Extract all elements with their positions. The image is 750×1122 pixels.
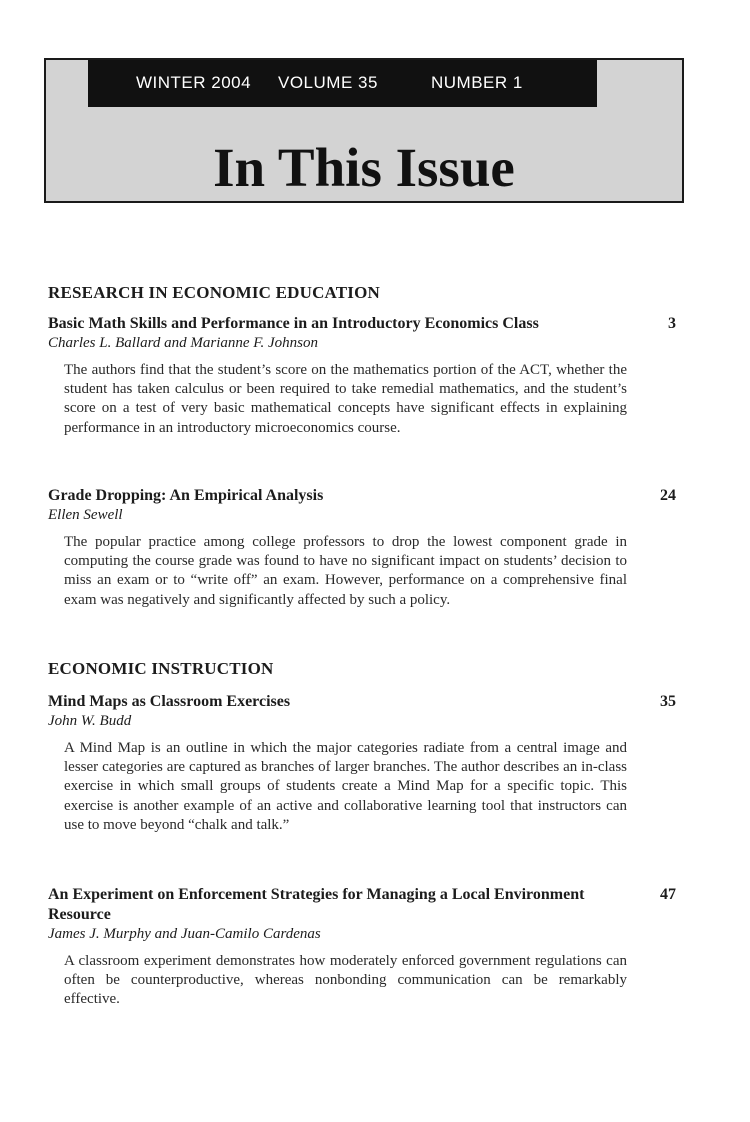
issue-number: NUMBER 1 (431, 73, 523, 92)
issue-info-bar (88, 60, 597, 107)
issue-header (44, 58, 684, 203)
article-page-number: 35 (660, 693, 676, 710)
article-basic-math-skills (48, 314, 688, 438)
article-enforcement-strategies (48, 885, 688, 1010)
article-abstract: A classroom experiment demonstrates how moderately enforced government regulations can often be counterproductive, whereas nonbonding communication can be remarkably effective. (64, 953, 627, 1008)
article-authors: Ellen Sewell (48, 507, 123, 523)
article-page-number: 3 (668, 315, 676, 332)
article-abstract: The popular practice among college professors to drop the lowest component grade in computing the course grade was found to have no significant impact on students’ decision to miss an exam or to “write off” an exam. However, performance on a comprehensive final exam was negatively and significantly affected by such a policy. (64, 534, 627, 608)
article-authors: John W. Budd (48, 713, 132, 729)
section-heading-research: RESEARCH IN ECONOMIC EDUCATION (48, 283, 381, 302)
article-title: Grade Dropping: An Empirical Analysis (48, 487, 324, 504)
section-heading-instruction: ECONOMIC INSTRUCTION (48, 659, 274, 678)
issue-volume: VOLUME 35 (278, 73, 378, 92)
page-title: In This Issue (213, 137, 515, 198)
article-authors: James J. Murphy and Juan-Camilo Cardenas (48, 926, 321, 942)
article-title: An Experiment on Enforcement Strategies for Managing a Local Environment Resource (48, 886, 585, 923)
issue-season: WINTER 2004 (136, 73, 252, 92)
article-title: Mind Maps as Classroom Exercises (48, 693, 291, 710)
article-grade-dropping (48, 486, 688, 610)
article-abstract: A Mind Map is an outline in which the major categories radiate from a central image and lesser categories are captured as branches of larger branches. The author describes an in-class exercise in which small groups of students create a Mind Map for a specific topic. This exercise is another example of an active and collaborative learning tool that instructors can use to move beyond “chalk and talk.” (64, 740, 627, 833)
article-mind-maps (48, 692, 688, 835)
article-abstract: The authors find that the student’s score on the mathematics portion of the ACT, whether the student has taken calculus or been required to take remedial mathematics, and the student’s score on a test of very basic mathematical concepts have significant effects in explaining performance in an introductory microeconomics course. (64, 362, 627, 436)
article-authors: Charles L. Ballard and Marianne F. Johnson (48, 335, 319, 351)
article-page-number: 24 (660, 487, 676, 504)
article-page-number: 47 (660, 886, 676, 903)
article-title: Basic Math Skills and Performance in an Introductory Economics Class (48, 315, 539, 332)
